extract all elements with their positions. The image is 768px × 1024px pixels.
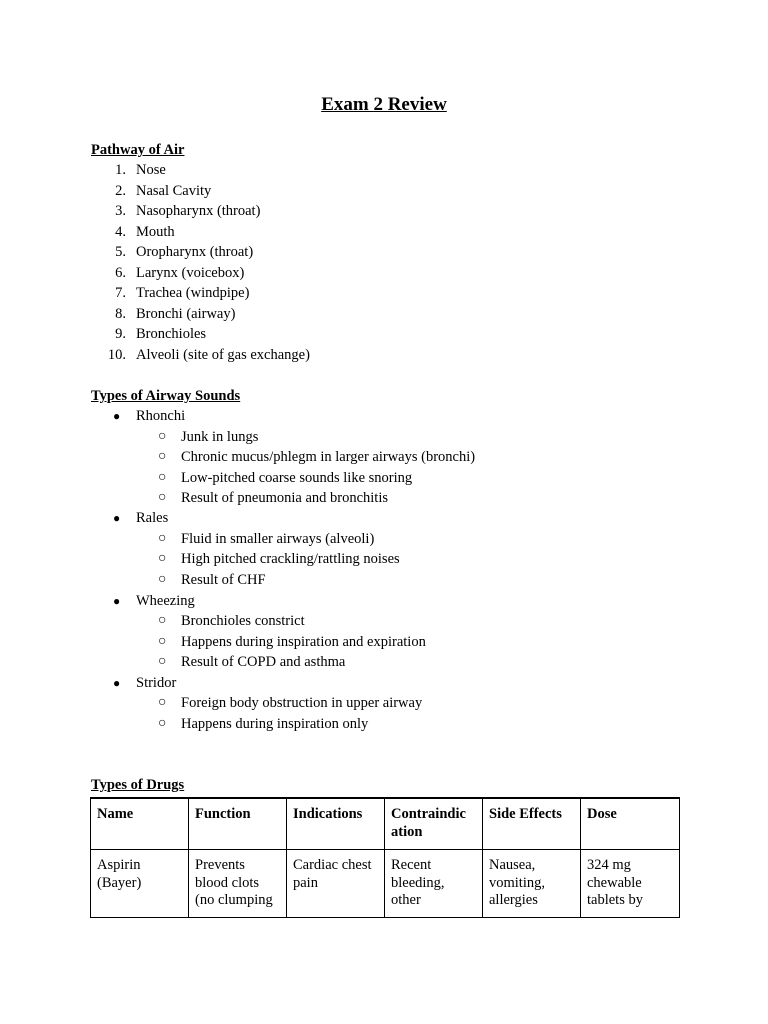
table-cell: Prevents blood clots (no clumping <box>189 850 287 918</box>
pathway-heading: Pathway of Air <box>91 142 185 158</box>
list-item-text: Mouth <box>136 223 175 240</box>
column-header-dose: Dose <box>581 798 680 850</box>
list-item-text: Larynx (voicebox) <box>136 264 245 281</box>
document-title: Exam 2 Review <box>321 94 447 115</box>
column-header-indications: Indications <box>287 798 385 850</box>
list-item-text: Bronchioles <box>136 326 207 342</box>
list-item-text: Oropharynx (throat) <box>136 244 254 260</box>
sub-bullet-icon: ○ <box>158 695 167 710</box>
sub-bullet-icon: ○ <box>158 716 167 731</box>
list-item-text: Nasal Cavity <box>136 182 212 199</box>
sub-bullet-icon: ○ <box>158 490 167 505</box>
list-item-text: Nose <box>136 162 166 178</box>
drugs-table <box>90 797 680 918</box>
sound-name: Rales <box>136 510 169 526</box>
list-item-number: 4. <box>115 223 126 240</box>
table-cell: Recent bleeding, other <box>385 850 483 918</box>
table-cell: Cardiac chest pain <box>287 850 385 918</box>
sound-point: Junk in lungs <box>181 428 259 445</box>
table-cell: Aspirin (Bayer) <box>91 850 189 918</box>
list-item-number: 2. <box>115 182 126 199</box>
sound-point: Result of CHF <box>181 572 266 588</box>
list-item-number: 5. <box>115 244 126 260</box>
sound-point: Result of COPD and asthma <box>181 654 346 670</box>
list-item-text: Nasopharynx (throat) <box>136 203 261 219</box>
column-header-name: Name <box>91 798 189 850</box>
sub-bullet-icon: ○ <box>158 654 167 669</box>
list-item-number: 8. <box>115 305 126 322</box>
list-item-text: Trachea (windpipe) <box>136 285 250 301</box>
sound-point: Fluid in smaller airways (alveoli) <box>181 530 375 547</box>
table-row <box>91 850 680 918</box>
airway-sounds-heading: Types of Airway Sounds <box>91 388 241 404</box>
sound-point: Chronic mucus/phlegm in larger airways (bronchi) <box>181 449 476 465</box>
sub-bullet-icon: ○ <box>158 449 167 464</box>
table-cell: 324 mg chewable tablets by <box>581 850 680 918</box>
sound-point: High pitched crackling/rattling noises <box>181 551 400 567</box>
column-header-side-effects: Side Effects <box>483 798 581 850</box>
column-header-function: Function <box>189 798 287 850</box>
list-item-number: 10. <box>107 346 126 363</box>
list-item-number: 1. <box>115 162 126 178</box>
list-item-text: Bronchi (airway) <box>136 305 236 322</box>
drugs-heading: Types of Drugs <box>91 777 185 793</box>
sound-name: Rhonchi <box>136 408 186 424</box>
table-header-row <box>91 798 680 850</box>
list-item-number: 9. <box>115 326 126 342</box>
sub-bullet-icon: ○ <box>158 469 167 485</box>
list-item-number: 7. <box>115 285 126 301</box>
sound-point: Happens during inspiration only <box>181 716 369 732</box>
bullet-icon: ● <box>113 593 121 608</box>
sub-bullet-icon: ○ <box>158 551 167 566</box>
list-item-number: 6. <box>115 264 126 281</box>
sound-point: Happens during inspiration and expiration <box>181 633 426 650</box>
bullet-icon: ● <box>113 511 121 525</box>
sub-bullet-icon: ○ <box>158 530 167 546</box>
sub-bullet-icon: ○ <box>158 572 167 587</box>
sound-point: Bronchioles constrict <box>181 613 305 629</box>
sub-bullet-icon: ○ <box>158 633 167 649</box>
sound-point: Low-pitched coarse sounds like snoring <box>181 469 413 486</box>
list-item-text: Alveoli (site of gas exchange) <box>136 346 310 363</box>
sound-name: Wheezing <box>136 592 195 609</box>
list-item-number: 3. <box>115 203 126 219</box>
sound-point: Foreign body obstruction in upper airway <box>181 695 423 711</box>
sub-bullet-icon: ○ <box>158 613 167 628</box>
table-cell: Nausea, vomiting, allergies <box>483 850 581 918</box>
bullet-icon: ● <box>113 409 121 423</box>
column-header-contraindication: Contraindic ation <box>385 798 483 850</box>
sound-name: Stridor <box>136 674 177 691</box>
sound-point: Result of pneumonia and bronchitis <box>181 490 388 506</box>
sub-bullet-icon: ○ <box>158 428 167 444</box>
bullet-icon: ● <box>113 675 121 690</box>
